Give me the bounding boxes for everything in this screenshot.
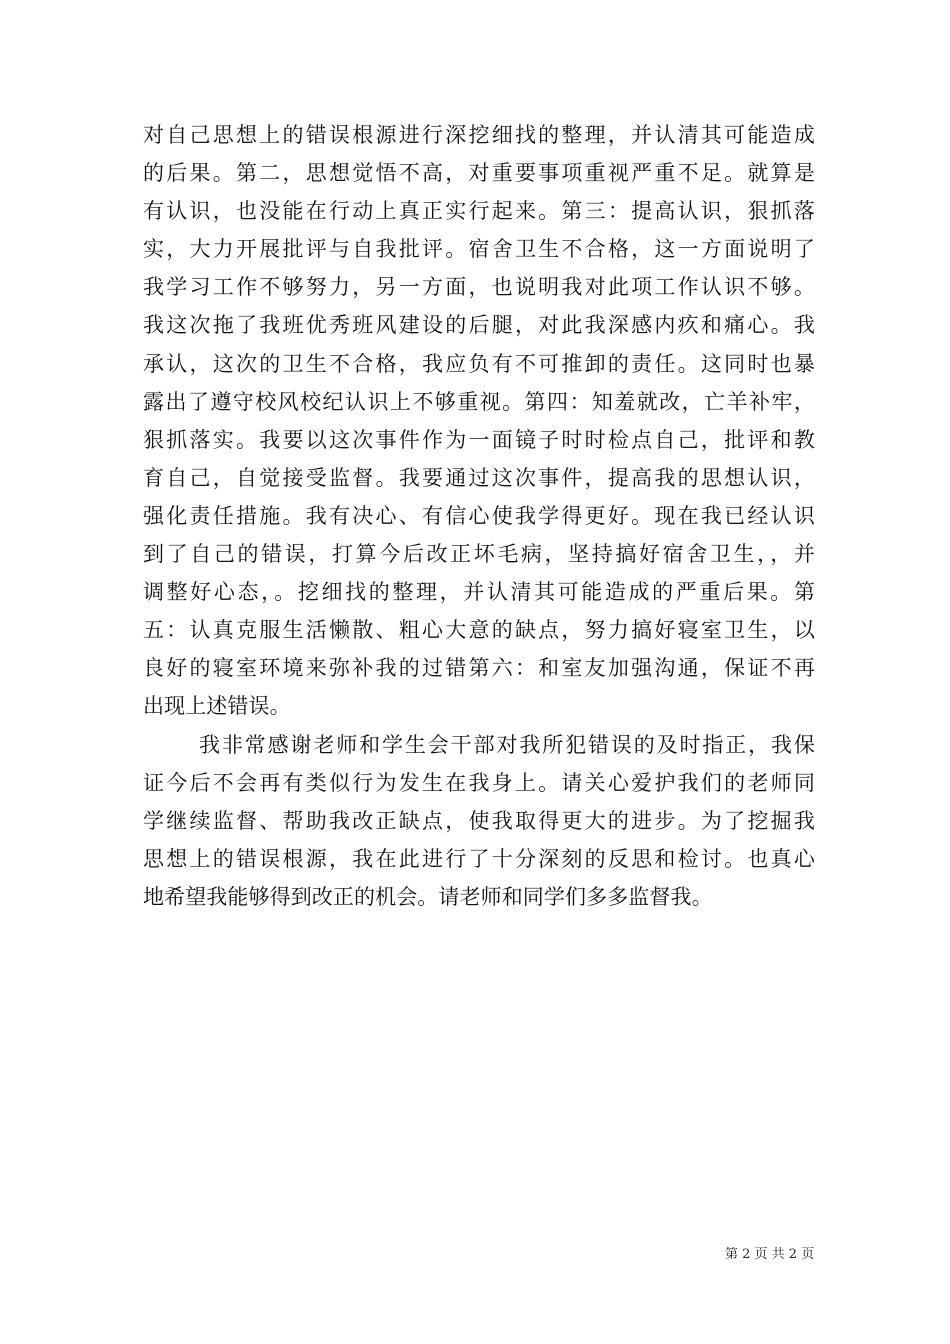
text-line: 良好的寝室环境来弥补我的过错第六：和室友加强沟通，保证不再 [143,656,815,681]
text-line: 强化责任措施。我有决心、有信心使我学得更好。现在我已经认识 [143,503,815,528]
text-line: 到了自己的错误，打算今后改正坏毛病，坚持搞好宿舍卫生，，并 [143,542,815,567]
paragraph-2 [143,726,815,916]
text-line: 我这次拖了我班优秀班风建设的后腿，对此我深感内疚和痛心。我 [143,313,815,338]
page-number-footer: 第 2 页 共 2 页 [725,1247,815,1262]
text-line: 调整好心态，。挖细找的整理，并认清其可能造成的严重后果。第 [143,580,815,605]
text-line: 证今后不会再有类似行为发生在我身上。请关心爱护我们的老师同 [143,770,815,795]
text-line: 我非常感谢老师和学生会干部对我所犯错误的及时指正，我保 [199,732,815,757]
text-line: 承认，这次的卫生不合格，我应负有不可推卸的责任。这同时也暴 [143,351,815,376]
text-line: 思想上的错误根源，我在此进行了十分深刻的反思和检讨。也真心 [143,846,815,871]
text-line: 育自己，自觉接受监督。我要通过这次事件，提高我的思想认识， [143,465,815,490]
text-line: 露出了遵守校风校纪认识上不够重视。第四：知羞就改，亡羊补牢， [143,389,815,414]
text-line: 有认识，也没能在行动上真正实行起来。第三：提高认识，狠抓落 [143,199,815,224]
text-line: 地希望我能够得到改正的机会。请老师和同学们多多监督我。 [143,884,713,909]
text-line: 实，大力开展批评与自我批评。宿舍卫生不合格，这一方面说明了 [143,237,815,262]
text-line: 我学习工作不够努力，另一方面，也说明我对此项工作认识不够。 [143,275,815,300]
text-line: 狠抓落实。我要以这次事件作为一面镜子时时检点自己，批评和教 [143,427,815,452]
text-line: 的后果。第二，思想觉悟不高，对重要事项重视严重不足。就算是 [143,161,815,186]
paragraph-1 [143,116,815,726]
body-text [143,116,815,916]
text-line: 五：认真克服生活懒散、粗心大意的缺点，努力搞好寝室卫生，以 [143,618,815,643]
text-line: 学继续监督、帮助我改正缺点，使我取得更大的进步。为了挖掘我 [143,808,815,833]
text-line: 对自己思想上的错误根源进行深挖细找的整理，并认清其可能造成 [143,123,815,147]
text-line: 出现上述错误。 [143,694,291,719]
